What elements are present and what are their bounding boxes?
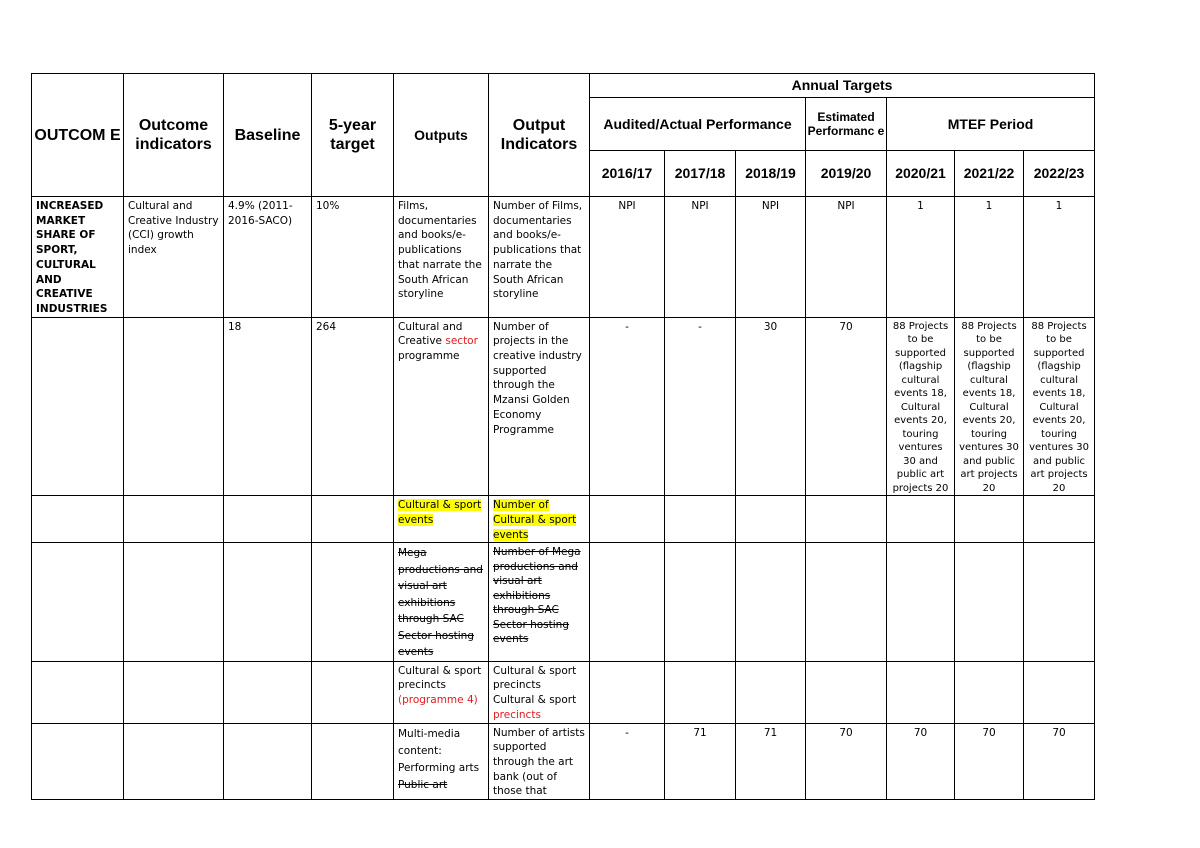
value-cell: 70	[806, 723, 887, 800]
value-cell: 88 Projects to be supported (flagship cultural events 18, Cultural events 20, touring ventures 30 and public art projects 20	[955, 317, 1024, 496]
value-cell: 88 Projects to be supported (flagship cultural events 18, Cultural events 20, touring ventures 30 and public art projects 20	[1024, 317, 1095, 496]
table-row	[32, 661, 1095, 723]
output-indicator-text: Cultural & sport precincts Cultural & sport	[493, 664, 577, 707]
header-estimated: Estimated Performanc e	[806, 98, 887, 151]
year-header: 2016/17	[590, 151, 665, 197]
value-cell: -	[590, 723, 665, 800]
output-red-text: (programme 4)	[398, 694, 478, 707]
value-cell: -	[665, 317, 736, 496]
value-cell: 70	[806, 317, 887, 496]
table-row	[32, 543, 1095, 662]
target-cell: 264	[312, 317, 394, 496]
outcome-cell	[32, 317, 124, 496]
baseline-cell: 18	[224, 317, 312, 496]
header-outcome: OUTCOM E	[32, 74, 124, 197]
target-cell: 10%	[312, 197, 394, 318]
outcome-cell: INCREASED MARKET SHARE OF SPORT, CULTURAL AND CREATIVE INDUSTRIES	[32, 197, 124, 318]
output-text: programme	[398, 350, 460, 363]
year-header: 2022/23	[1024, 151, 1095, 197]
output-indicator-cell	[489, 661, 590, 723]
output-indicator-cell: Number of Mega productions and visual art exhibitions through SAC Sector hosting events	[489, 543, 590, 662]
output-strike-text: Public art	[398, 778, 448, 791]
outcome-indicator-cell: Cultural and Creative Industry (CCI) growth index	[124, 197, 224, 318]
value-cell: 88 Projects to be supported (flagship cultural events 18, Cultural events 20, touring ventures 30 and public art projects 20	[887, 317, 955, 496]
output-indicator-cell	[489, 496, 590, 543]
output-text: Cultural & sport precincts	[398, 664, 482, 692]
table-row	[32, 197, 1095, 318]
header-outcome-indicators: Outcome indicators	[124, 74, 224, 197]
output-cell: Films, documentaries and books/e-publications that narrate the South African storyline	[394, 197, 489, 318]
value-cell: 1	[887, 197, 955, 318]
year-header: 2020/21	[887, 151, 955, 197]
annual-targets-table	[31, 73, 1095, 800]
header-output-indicators: Output Indicators	[489, 74, 590, 197]
header-annual-targets: Annual Targets	[590, 74, 1095, 98]
value-cell: 71	[665, 723, 736, 800]
year-header: 2021/22	[955, 151, 1024, 197]
output-indicator-cell: Number of projects in the creative industry supported through the Mzansi Golden Economy Programme	[489, 317, 590, 496]
table-row	[32, 317, 1095, 496]
outcome-indicator-cell	[124, 317, 224, 496]
value-cell: 70	[955, 723, 1024, 800]
output-red-text: sector	[445, 335, 478, 348]
baseline-cell: 4.9% (2011-2016-SACO)	[224, 197, 312, 318]
table-row	[32, 723, 1095, 800]
output-cell	[394, 496, 489, 543]
output-cell	[394, 317, 489, 496]
output-indicator-cell: Number of Films, documentaries and books/e-publications that narrate the South African storyline	[489, 197, 590, 318]
value-cell: NPI	[665, 197, 736, 318]
header-five-year-target: 5-year target	[312, 74, 394, 197]
year-header: 2019/20	[806, 151, 887, 197]
output-indicator-cell: Number of artists supported through the art bank (out of those that	[489, 723, 590, 800]
output-cell	[394, 661, 489, 723]
value-cell: 30	[736, 317, 806, 496]
value-cell: 1	[955, 197, 1024, 318]
value-cell: 71	[736, 723, 806, 800]
output-cell: Mega productions and visual art exhibitions through SAC Sector hosting events	[394, 543, 489, 662]
value-cell: NPI	[736, 197, 806, 318]
header-audited: Audited/Actual Performance	[590, 98, 806, 151]
year-header: 2018/19	[736, 151, 806, 197]
table-row	[32, 496, 1095, 543]
header-mtef: MTEF Period	[887, 98, 1095, 151]
output-text: Multi-media content:	[398, 727, 461, 757]
highlighted-text: Cultural & sport events	[398, 499, 482, 526]
value-cell: 70	[887, 723, 955, 800]
year-header: 2017/18	[665, 151, 736, 197]
value-cell: -	[590, 317, 665, 496]
highlighted-text: Number of Cultural & sport events	[493, 499, 577, 541]
value-cell: 1	[1024, 197, 1095, 318]
header-baseline: Baseline	[224, 74, 312, 197]
output-text: Performing arts	[398, 761, 480, 774]
value-cell: NPI	[590, 197, 665, 318]
output-text: Cultural and Creative	[398, 320, 463, 348]
header-outputs: Outputs	[394, 74, 489, 197]
value-cell: 70	[1024, 723, 1095, 800]
output-indicator-red-text: precincts	[493, 708, 541, 721]
value-cell: NPI	[806, 197, 887, 318]
output-cell	[394, 723, 489, 800]
